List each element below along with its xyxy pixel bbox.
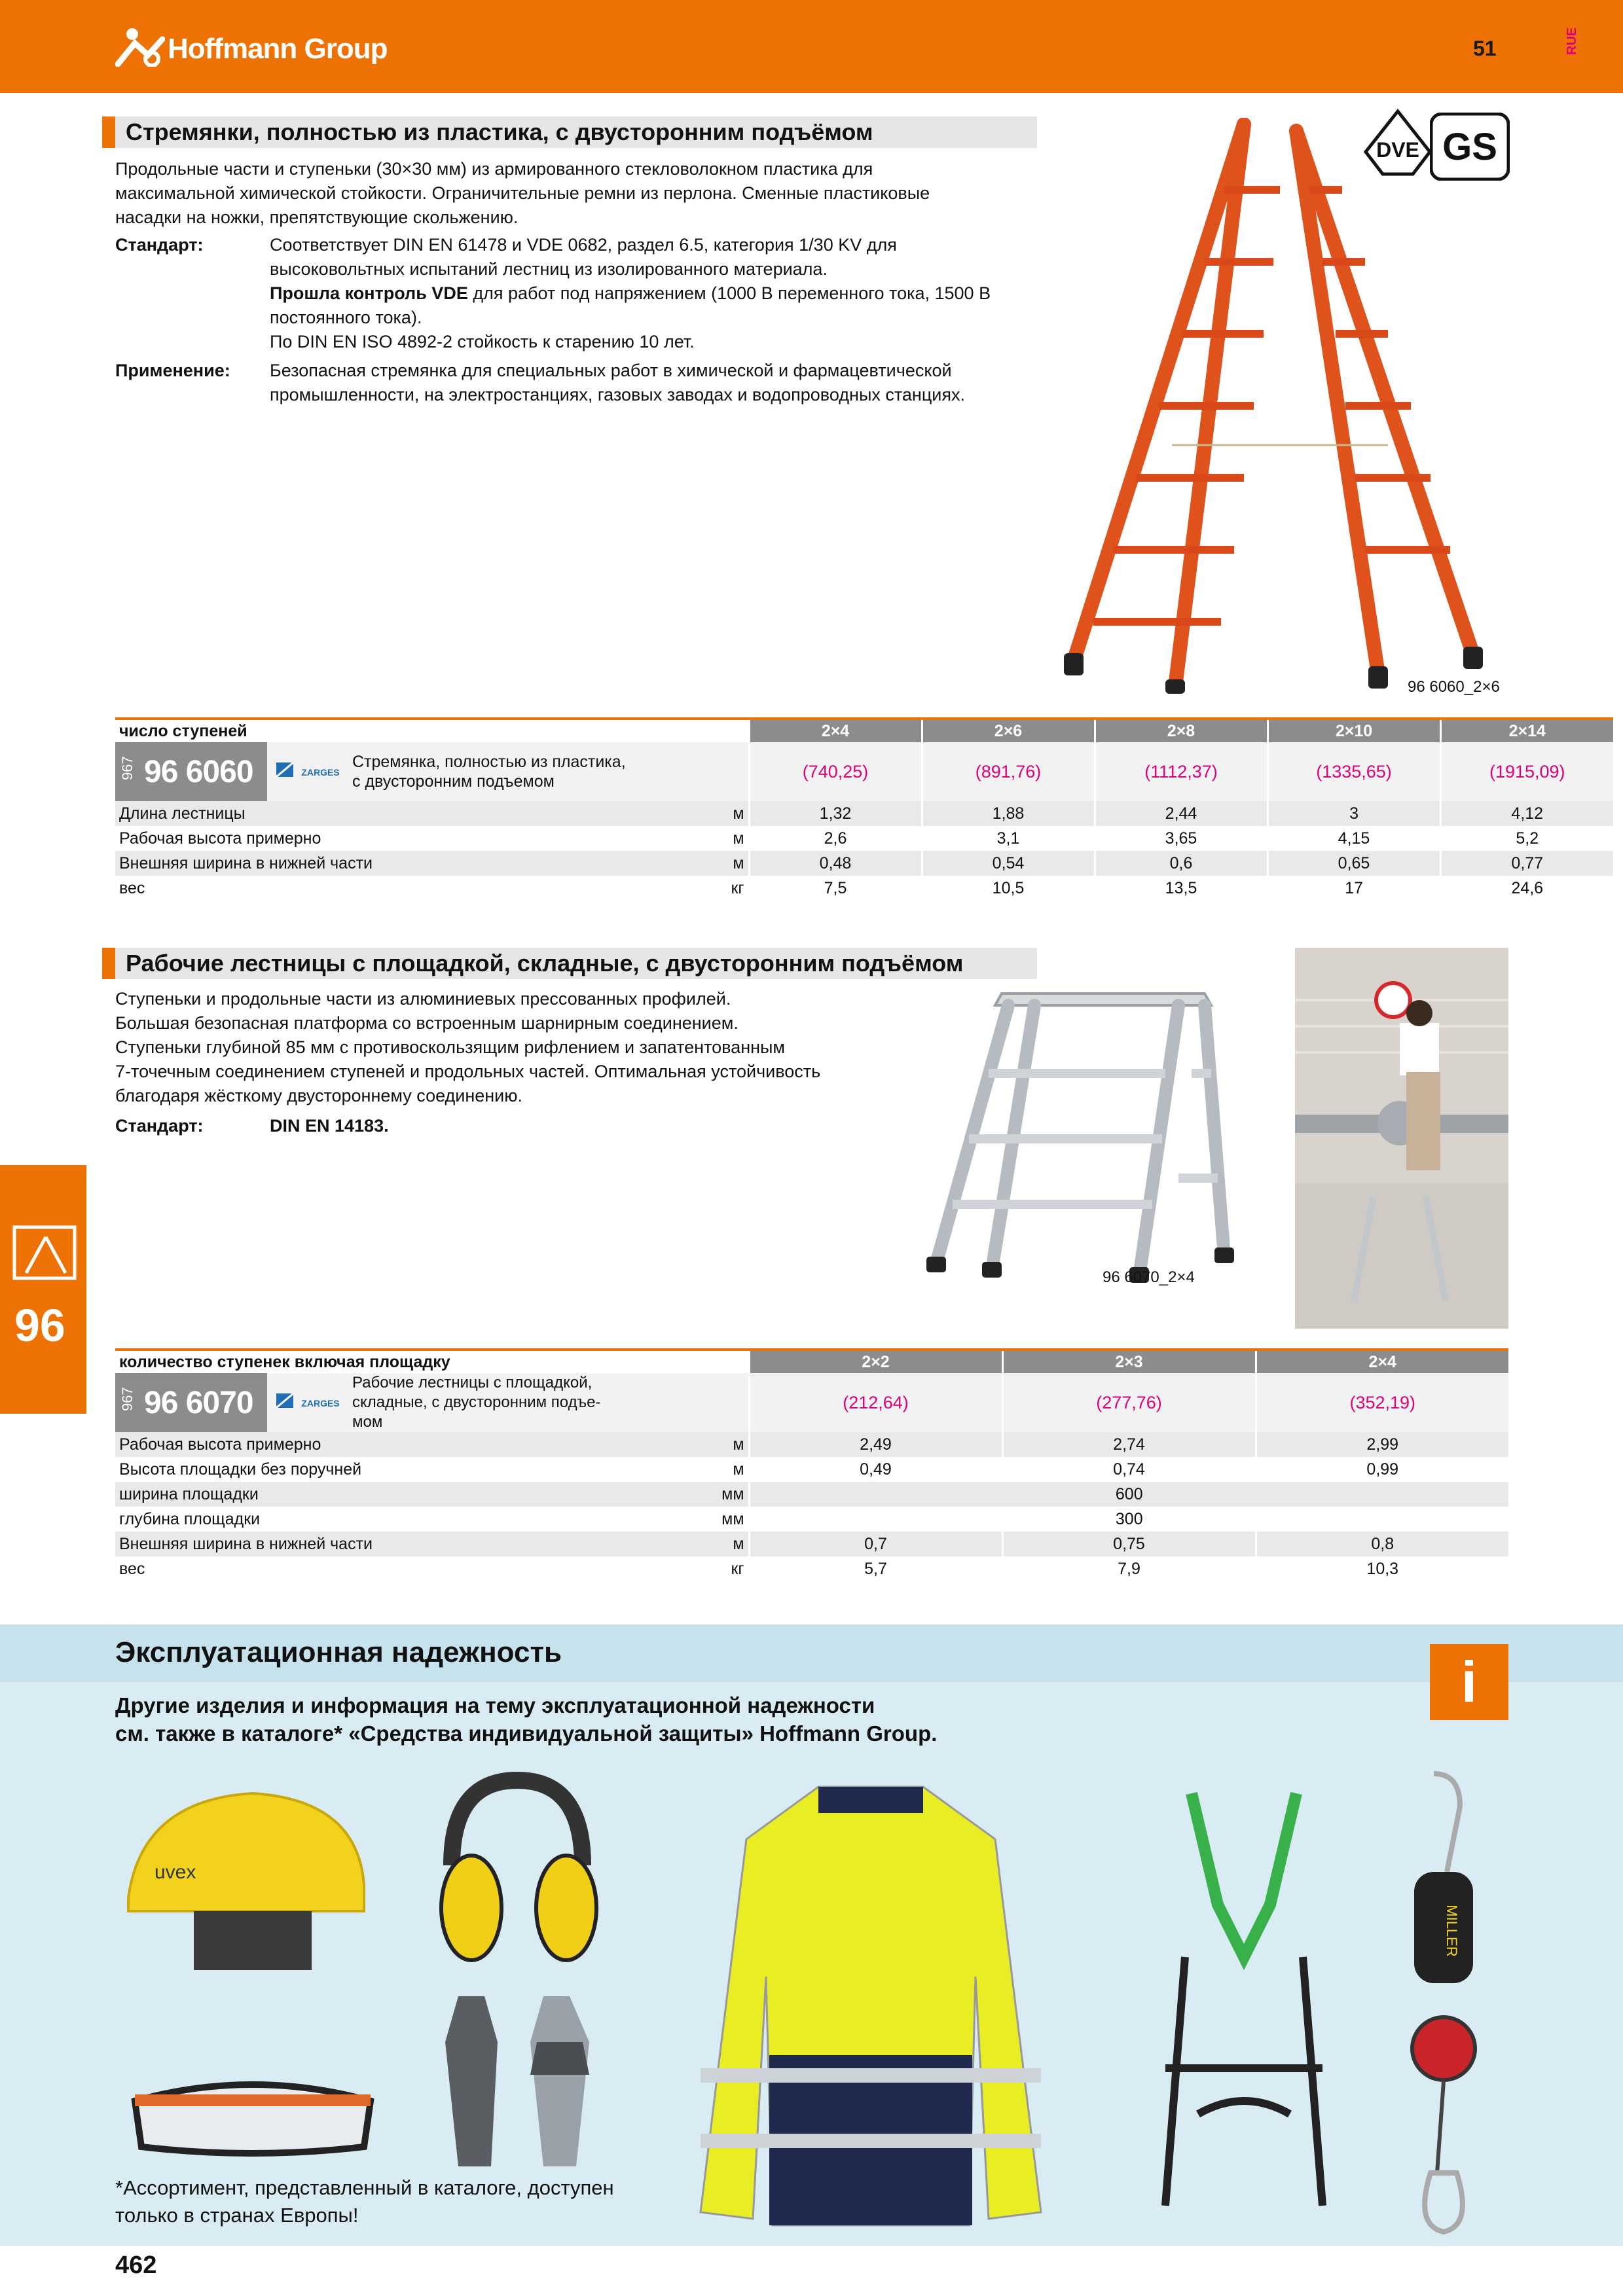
row-value: 0,54	[922, 851, 1095, 876]
zarges-logo-icon	[276, 1393, 293, 1408]
size-header: 2×2	[749, 1350, 1002, 1373]
article-number-box[interactable]	[115, 1373, 267, 1432]
ladder-spec-table	[115, 717, 1613, 901]
row-unit: мм	[644, 1482, 749, 1507]
row-value: 1,32	[749, 801, 922, 826]
row-unit: м	[644, 1432, 749, 1457]
section-title: Рабочие лестницы с площадкой, складные, с двусторонним подъёмом	[102, 948, 1037, 979]
row-unit: мм	[721, 1510, 744, 1528]
info-subtitle	[115, 1691, 1032, 1748]
table-header-row	[115, 719, 1613, 742]
row-unit: кг	[731, 1560, 744, 1578]
article-number-box[interactable]	[115, 742, 267, 801]
table-row	[115, 1556, 1508, 1581]
row-label: Длина лестницы	[115, 801, 644, 826]
fall-arrester-image	[1401, 1767, 1486, 2238]
row-value: 24,6	[1440, 876, 1613, 901]
table-row	[115, 1532, 1508, 1556]
article-number: 96 6060	[144, 755, 253, 789]
zarges-logo	[267, 759, 352, 784]
section-intro	[115, 987, 940, 1108]
size-header: 2×4	[1256, 1350, 1508, 1373]
hi-vis-jacket-image	[687, 1780, 1054, 2232]
footnote-line: только в странах Европы!	[115, 2204, 359, 2227]
zarges-brand-text: ZARGES	[301, 767, 340, 778]
info-title: Эксплуатационная надежность	[115, 1636, 562, 1668]
row-value: 3,65	[1095, 826, 1267, 851]
table-header-label: количество ступенек включая площадку	[115, 1350, 749, 1373]
standard-label: Стандарт:	[115, 1116, 204, 1136]
price-cell: (352,19)	[1256, 1373, 1508, 1432]
zarges-brand-text: ZARGES	[301, 1398, 340, 1409]
table-row	[115, 1482, 1508, 1507]
row-value: 3	[1267, 801, 1440, 826]
application-line: промышленности, на электростанциях, газовых заводах и водопроводных станциях.	[270, 385, 966, 404]
row-label: ширина площадки	[115, 1482, 644, 1507]
row-label: вес	[119, 1560, 145, 1578]
vde-bold: Прошла контроль VDE	[270, 283, 468, 303]
size-header: 2×8	[1095, 719, 1267, 742]
row-unit: м	[733, 1460, 744, 1479]
size-header: 2×3	[1002, 1350, 1256, 1373]
row-value: 1,88	[922, 801, 1095, 826]
row-value: 4,15	[1267, 826, 1440, 851]
iso-line: По DIN EN ISO 4892-2 стойкость к старению 10 лет.	[270, 332, 695, 351]
safety-helmet-image	[115, 1780, 377, 2003]
price-cell: (740,25)	[749, 742, 922, 801]
brand-name: Hoffmann Group	[168, 33, 388, 65]
page-number: 462	[115, 2251, 157, 2279]
footnote	[115, 2174, 614, 2229]
helmet-brand: uvex	[155, 1861, 196, 1883]
application-label: Применение:	[115, 361, 230, 380]
row-value-merged: 600	[749, 1482, 1508, 1507]
chapter-number: 96	[14, 1300, 65, 1351]
safety-harness-image	[1126, 1787, 1362, 2219]
plastic-stepladder-image	[1048, 118, 1506, 694]
row-label: Высота площадки без поручней	[119, 1460, 362, 1479]
price-cell: (1915,09)	[1440, 742, 1613, 801]
row-value: 3,1	[922, 826, 1095, 851]
zarges-logo-icon	[276, 762, 293, 777]
application-text	[270, 359, 1042, 407]
intro-line: Продольные части и ступеньки (30×30 мм) из армированного стекловолокном пластика для	[115, 159, 873, 179]
intro-line: Ступеньки глубиной 85 мм с противоскользящим рифлением и запатентованным	[115, 1037, 785, 1057]
row-label: Рабочая высота примерно	[115, 1432, 644, 1457]
info-icon: i	[1430, 1644, 1508, 1720]
standard-value: DIN EN 14183.	[270, 1116, 389, 1136]
table-row	[115, 1457, 1508, 1482]
table-row	[115, 851, 1613, 876]
row-value: 2,49	[749, 1432, 1002, 1457]
row-unit: м	[644, 801, 749, 826]
row-value: 0,74	[1002, 1457, 1256, 1482]
row-value: 0,8	[1256, 1532, 1508, 1556]
row-value: 0,7	[749, 1532, 1002, 1556]
row-value: 0,48	[749, 851, 922, 876]
info-subtitle-line: см. также в каталоге* «Средства индивидуальной защиты» Hoffmann Group.	[115, 1721, 938, 1746]
price-cell: (277,76)	[1002, 1373, 1256, 1432]
intro-line: Ступеньки и продольные части из алюминиевых прессованных профилей.	[115, 989, 731, 1009]
standard-text	[270, 233, 1042, 354]
table-header-row	[115, 1350, 1508, 1373]
row-label: Внешняя ширина в нижней части	[115, 1532, 644, 1556]
row-value: 17	[1267, 876, 1440, 901]
work-gloves-image	[419, 1977, 615, 2173]
harness-brand: MILLER	[1444, 1905, 1460, 1957]
table-row	[115, 801, 1613, 826]
intro-line: Большая безопасная платформа со встроенным шарнирным соединением.	[115, 1013, 739, 1033]
row-label: глубина площадки	[119, 1510, 261, 1528]
size-header: 2×14	[1440, 719, 1613, 742]
image-caption: 96 6070_2×4	[1103, 1268, 1195, 1286]
row-unit: кг	[731, 879, 744, 897]
header-page-number: 51	[1473, 37, 1497, 60]
article-page-ref: 967	[119, 1387, 136, 1411]
language-tag: RUE	[1565, 27, 1579, 55]
article-description: Стремянка, полностью из пластика, с двусторонним подъемом	[352, 753, 626, 791]
size-header: 2×6	[922, 719, 1095, 742]
row-value-merged: 300	[749, 1507, 1508, 1532]
article-number: 96 6070	[144, 1386, 253, 1420]
row-unit: м	[644, 1532, 749, 1556]
row-value: 0,6	[1095, 851, 1267, 876]
price-cell: (1112,37)	[1095, 742, 1267, 801]
row-value: 2,74	[1002, 1432, 1256, 1457]
standard-line: высоковольтных испытаний лестниц из изолированного материала.	[270, 259, 828, 279]
safety-goggles-image	[128, 2075, 377, 2160]
article-description: Рабочие лестницы с площадкой, складные, с двусторонним подъе-мом	[352, 1374, 601, 1431]
worker-on-ladder-photo	[1295, 948, 1508, 1329]
row-label: Рабочая высота примерно	[119, 829, 321, 848]
row-value: 4,12	[1440, 801, 1613, 826]
platform-ladder-spec-table	[115, 1348, 1508, 1581]
row-value: 0,75	[1002, 1532, 1256, 1556]
row-value: 13,5	[1095, 876, 1267, 901]
vde-line	[270, 281, 1042, 306]
hoffmann-logo-icon	[115, 26, 165, 67]
zarges-logo	[267, 1390, 352, 1415]
table-row	[115, 1432, 1508, 1457]
row-value: 0,99	[1256, 1457, 1508, 1482]
vde-rest: для работ под напряжением (1000 В переменного тока, 1500 В	[467, 283, 991, 303]
footnote-line: *Ассортимент, представленный в каталоге, доступен	[115, 2176, 614, 2199]
price-cell: (212,64)	[749, 1373, 1002, 1432]
intro-line: благодаря жёсткому двустороннему соединению.	[115, 1086, 523, 1105]
row-value: 0,65	[1267, 851, 1440, 876]
gs-cert-text: GS	[1442, 126, 1497, 168]
row-value: 5,7	[749, 1556, 1002, 1581]
article-page-ref: 967	[119, 756, 136, 780]
row-label: Внешняя ширина в нижней части	[115, 851, 644, 876]
table-row	[115, 826, 1613, 851]
table-row	[115, 876, 1613, 901]
row-value: 2,44	[1095, 801, 1267, 826]
row-value: 7,5	[749, 876, 922, 901]
application-line: Безопасная стремянка для специальных работ в химической и фармацевтической	[270, 361, 952, 380]
row-value: 0,77	[1440, 851, 1613, 876]
ear-muffs-image	[432, 1767, 602, 1970]
intro-line: максимальной химической стойкости. Ограничительные ремни из перлона. Сменные пластиковые	[115, 183, 930, 203]
row-unit: м	[733, 829, 744, 848]
intro-line: 7-точечным соединением ступеней и продольных частей. Оптимальная устойчивость	[115, 1062, 821, 1081]
platform-ladder-image	[917, 982, 1283, 1283]
vde-line-2: постоянного тока).	[270, 308, 422, 327]
article-cell	[115, 742, 749, 801]
chapter-tab[interactable]	[0, 1165, 86, 1414]
image-caption: 96 6060_2×6	[1408, 678, 1500, 696]
article-row	[115, 1373, 1508, 1432]
intro-line: насадки на ножки, препятствующие скольжению.	[115, 207, 519, 227]
size-header: 2×10	[1267, 719, 1440, 742]
price-cell: (891,76)	[922, 742, 1095, 801]
section-title: Стремянки, полностью из пластика, с двусторонним подъёмом	[102, 117, 1037, 148]
info-subtitle-line: Другие изделия и информация на тему эксплуатационной надежности	[115, 1693, 875, 1717]
row-value: 10,5	[922, 876, 1095, 901]
standard-line: Соответствует DIN EN 61478 и VDE 0682, раздел 6.5, категория 1/30 KV для	[270, 235, 897, 255]
table-row	[115, 1507, 1508, 1532]
row-label: вес	[119, 879, 145, 897]
row-value: 7,9	[1002, 1556, 1256, 1581]
row-unit: м	[644, 851, 749, 876]
row-value: 2,99	[1256, 1432, 1508, 1457]
row-value: 0,49	[749, 1457, 1002, 1482]
row-value: 2,6	[749, 826, 922, 851]
price-cell: (1335,65)	[1267, 742, 1440, 801]
size-header: 2×4	[749, 719, 922, 742]
article-cell	[115, 1373, 749, 1432]
row-value: 5,2	[1440, 826, 1613, 851]
table-header-label: число ступеней	[115, 719, 749, 742]
section-intro	[115, 157, 1032, 230]
standard-label: Стандарт:	[115, 235, 204, 255]
vde-cert-text: DVE	[1376, 138, 1419, 162]
row-value: 10,3	[1256, 1556, 1508, 1581]
article-row	[115, 742, 1613, 801]
